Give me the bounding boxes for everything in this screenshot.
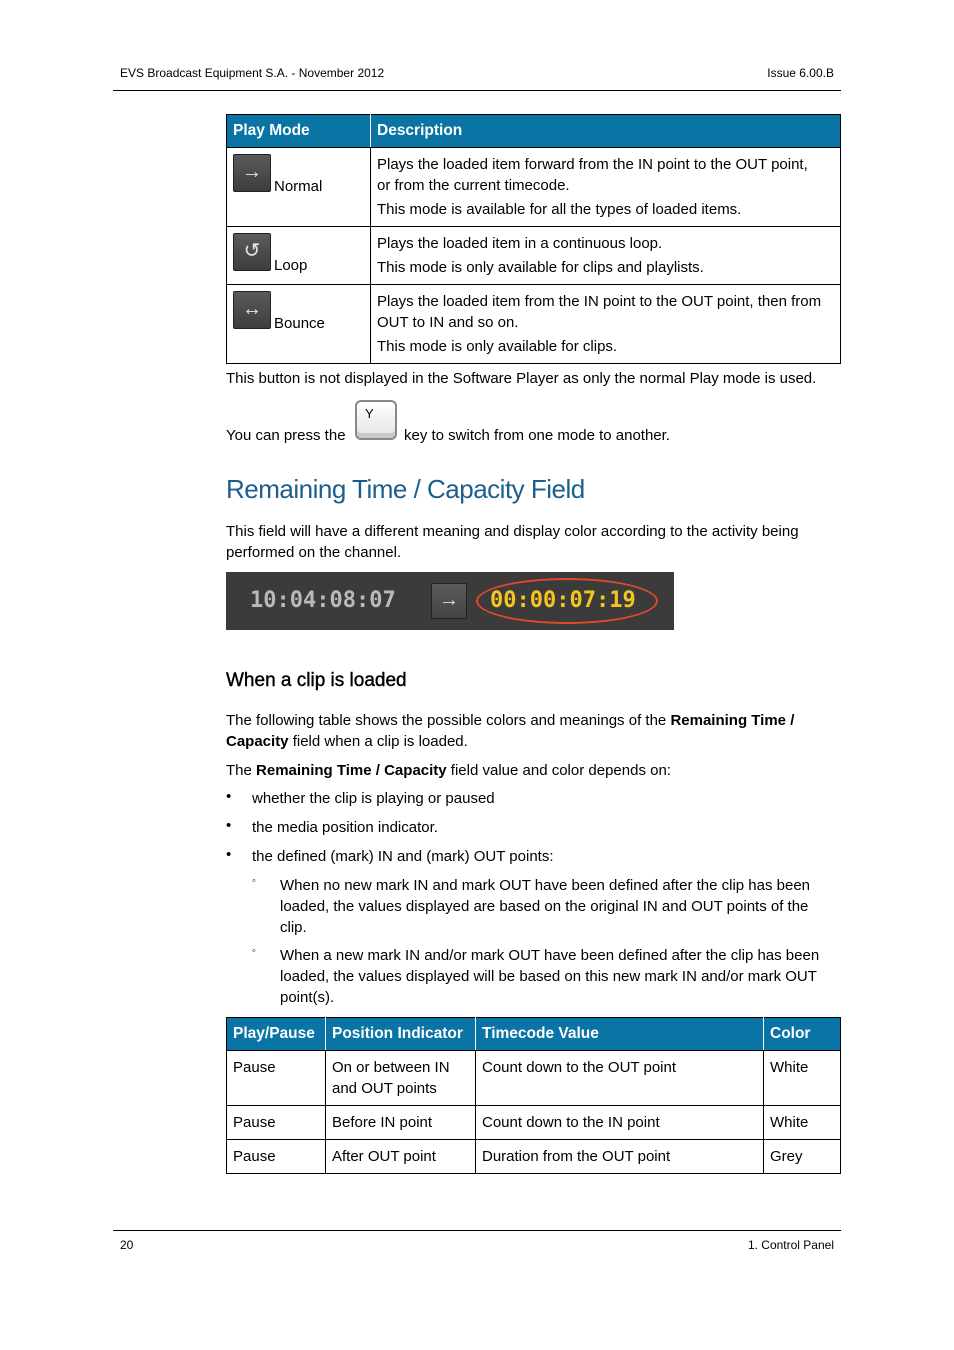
cell-timecode: Count down to the OUT point — [476, 1051, 764, 1106]
col-color: Color — [764, 1018, 841, 1051]
play-mode-table — [226, 114, 841, 364]
bold-text: Remaining Time / Capacity — [256, 762, 447, 779]
text: The — [226, 762, 257, 779]
line: clip. — [280, 919, 307, 936]
desc-line: OUT to IN and so on. — [377, 314, 519, 331]
desc-line: Plays the loaded item in a continuous loop. — [377, 235, 663, 252]
table-row — [227, 285, 841, 364]
mode-cell-loop — [227, 227, 371, 285]
header-rule — [113, 90, 841, 91]
table-row — [227, 1140, 841, 1174]
text: field value and color depends on: — [446, 762, 671, 779]
header-right: Issue 6.00.B — [767, 66, 834, 80]
line: On or between IN — [332, 1059, 450, 1076]
mode-cell-bounce — [227, 285, 371, 364]
line: loaded, the values displayed will be based on this new mark IN and/or mark OUT — [280, 968, 817, 985]
col-timecode-value: Timecode Value — [476, 1018, 764, 1051]
footer-rule — [113, 1230, 841, 1231]
desc-line: Plays the loaded item forward from the IN point to the OUT point, — [377, 156, 808, 173]
key-sentence-after: key to switch from one mode to another. — [404, 427, 670, 444]
cell-play: Pause — [227, 1140, 326, 1174]
bullet-icon: • — [226, 846, 232, 863]
desc-line: This mode is only available for clips. — [377, 338, 618, 355]
timecode-display — [226, 572, 674, 630]
bold-text: Capacity — [226, 733, 289, 750]
sub-bullet-text — [280, 875, 810, 938]
desc-line: This mode is only available for clips and playlists. — [377, 259, 704, 276]
footer-section: 1. Control Panel — [747, 1238, 834, 1252]
table-row — [227, 1106, 841, 1140]
color-table — [226, 1017, 841, 1174]
cell-play: Pause — [227, 1051, 326, 1106]
mode-label: Loop — [274, 257, 308, 274]
section-intro — [226, 521, 799, 563]
bounce-icon[interactable]: ↔ — [233, 291, 271, 329]
key-sentence-before: You can press the — [226, 427, 346, 444]
line: point(s). — [280, 989, 335, 1006]
table-row — [227, 1051, 841, 1106]
cell-timecode: Count down to the IN point — [476, 1106, 764, 1140]
bullet-text: the defined (mark) IN and (mark) OUT points: — [252, 848, 554, 865]
text: field when a clip is loaded. — [288, 733, 468, 750]
mode-cell-normal — [227, 148, 371, 227]
cell-position: Before IN point — [326, 1106, 476, 1140]
cell-position: After OUT point — [326, 1140, 476, 1174]
software-player-note: This button is not displayed in the Software Player as only the normal Play mode is used. — [226, 370, 817, 387]
cell-color: Grey — [764, 1140, 841, 1174]
header-left: EVS Broadcast Equipment S.A. - November 2012 — [120, 66, 385, 80]
page-number: 20 — [120, 1238, 134, 1252]
cell-play: Pause — [227, 1106, 326, 1140]
section-title: Remaining Time / Capacity Field — [226, 474, 585, 504]
mode-description — [371, 148, 841, 227]
mode-label: Normal — [274, 178, 323, 195]
bullet-icon: • — [226, 817, 232, 834]
intro-line: performed on the channel. — [226, 544, 402, 561]
cell-position — [326, 1051, 476, 1106]
paragraph-2 — [226, 760, 671, 781]
mode-description — [371, 285, 841, 364]
bullet-text: the media position indicator. — [252, 819, 438, 836]
key-label: Y — [365, 406, 374, 421]
col-description: Description — [371, 115, 841, 148]
cell-color: White — [764, 1106, 841, 1140]
loop-icon[interactable]: ↺ — [233, 233, 271, 271]
desc-line: or from the current timecode. — [377, 177, 570, 194]
col-play-pause: Play/Pause — [227, 1018, 326, 1051]
desc-line: Plays the loaded item from the IN point to the OUT point, then from — [377, 293, 822, 310]
line: loaded, the values displayed are based on the original IN and OUT points of the — [280, 898, 809, 915]
table-row — [227, 148, 841, 227]
desc-line: This mode is available for all the types of loaded items. — [377, 201, 742, 218]
circle-bullet-icon: ◦ — [252, 945, 256, 957]
remaining-time: 00:00:07:19 — [490, 588, 636, 613]
mode-label: Bounce — [274, 315, 325, 332]
line: When a new mark IN and/or mark OUT have been defined after the clip has been — [280, 947, 820, 964]
bullet-icon: • — [226, 788, 232, 805]
col-position-indicator: Position Indicator — [326, 1018, 476, 1051]
bullet-text: whether the clip is playing or paused — [252, 790, 495, 807]
intro-line: This field will have a different meaning and display color according to the activity being — [226, 523, 799, 540]
cell-timecode: Duration from the OUT point — [476, 1140, 764, 1174]
text: The following table shows the possible colors and meanings of the — [226, 712, 671, 729]
mode-description — [371, 227, 841, 285]
cell-color: White — [764, 1051, 841, 1106]
col-play-mode: Play Mode — [227, 115, 371, 148]
bold-text: Remaining Time / — [670, 712, 795, 729]
table-row — [227, 227, 841, 285]
current-timecode: 10:04:08:07 — [250, 588, 396, 613]
line: When no new mark IN and mark OUT have been defined after the clip has been — [280, 877, 811, 894]
paragraph-1 — [226, 710, 841, 752]
sub-bullet-text — [280, 945, 819, 1008]
y-key-icon — [355, 400, 397, 440]
arrow-right-icon: → — [431, 583, 467, 619]
line: and OUT points — [332, 1080, 437, 1097]
circle-bullet-icon: ◦ — [252, 875, 256, 887]
subsection-title: When a clip is loaded — [226, 670, 407, 691]
arrow-right-icon[interactable]: → — [233, 154, 271, 192]
